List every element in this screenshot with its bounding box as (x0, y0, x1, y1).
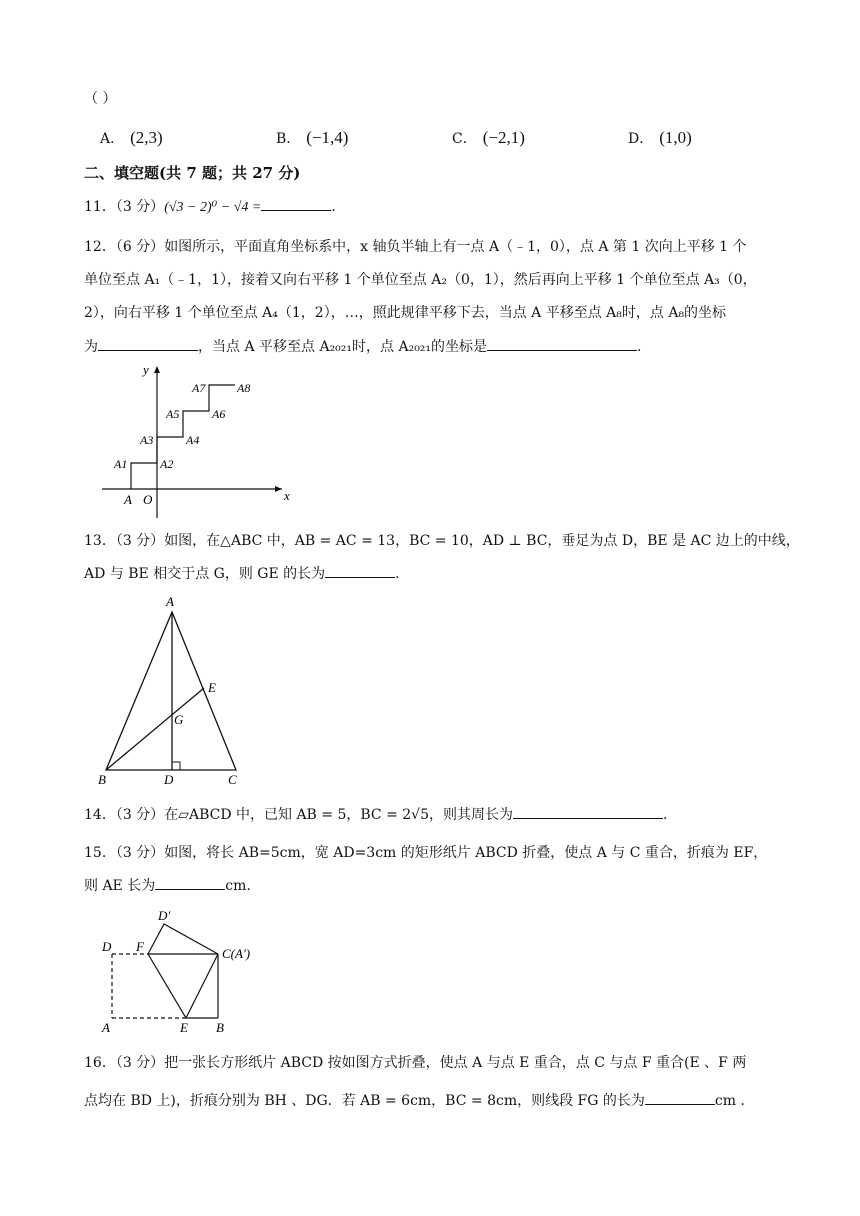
y-label: y (143, 362, 149, 377)
median-be (106, 688, 204, 770)
point-d-label: D (102, 939, 112, 954)
question-14: 14．（3 分）在▱ABCD 中，已知 AB = 5，BC = 2√5，则其周长为 . (84, 804, 667, 826)
vertex-a-label: A (166, 594, 174, 609)
point-a8-label: A8 (237, 381, 251, 395)
point-a4-label: A4 (186, 433, 200, 447)
q16-answer-blank[interactable] (645, 1090, 715, 1105)
question-15-line1: 15．（3 分）如图，将长 AB=5cm，宽 AD=3cm 的矩形纸片 ABCD 折叠，使点 A 与 C 重合，折痕为 EF， (84, 845, 768, 861)
question-13-line1: 13．（3 分）如图，在△ABC 中，AB = AC = 13，BC = 10，AD ⊥ BC，垂足为点 D，BE 是 AC 边上的中线， (84, 533, 800, 549)
vertex-b-label: B (98, 772, 106, 787)
point-a1-label: A1 (114, 457, 128, 471)
x-axis-arrow (275, 486, 282, 492)
option-d: D． (1,0) (628, 128, 692, 147)
edge-ec (186, 954, 218, 1018)
point-a7-label: A7 (192, 381, 206, 395)
q13-triangle-figure (96, 588, 256, 788)
question-15-line2: 则 AE 长为 cm. (84, 875, 251, 897)
question-12-line3: 2），向右平移 1 个单位至点 A₄（1，2），…，照此规律平移下去，当点 A 平移至点 A₈时，点 A₈的坐标 (84, 305, 727, 321)
q12-coordinate-figure (96, 362, 296, 522)
question-12-line2: 单位至点 A₁（﹣1，1），接着又向右平移 1 个单位至点 A₂（0，1），然后再向上平移 1 个单位至点 A₃（0， (84, 272, 757, 288)
point-a-label: A (102, 1020, 110, 1035)
right-angle-mark (172, 762, 180, 770)
answer-paren: （ ） (84, 91, 117, 107)
point-e-label: E (180, 1020, 188, 1035)
x-label: x (284, 488, 290, 503)
q14-answer-blank[interactable] (513, 804, 663, 819)
option-b: B． (−1,4) (276, 128, 349, 147)
question-12-line1: 12．（6 分）如图所示，平面直角坐标系中，x 轴负半轴上有一点 A（﹣1，0），点 A 第 1 次向上平移 1 个 (84, 239, 747, 255)
origin-label: O (143, 492, 153, 507)
q15-answer-blank[interactable] (155, 875, 225, 890)
point-a5-label: A5 (166, 407, 180, 421)
question-13-line2: AD 与 BE 相交于点 G，则 GE 的长为 . (84, 563, 400, 585)
q15-fold-figure (100, 904, 280, 1038)
y-axis-arrow (154, 366, 160, 373)
option-a: A． (2,3) (100, 128, 163, 147)
point-e-label: E (208, 680, 216, 695)
point-f-label: F (136, 939, 144, 954)
point-a-label: A (124, 492, 132, 507)
option-c: C． (−2,1) (452, 128, 525, 147)
vertex-c-label: C (228, 772, 237, 787)
q12-answer-blank-2[interactable] (487, 336, 637, 351)
question-12-line4: 为 ，当点 A 平移至点 A₂₀₂₁时，点 A₂₀₂₁的坐标是 . (84, 336, 641, 358)
folded-flap (148, 924, 218, 954)
question-16-line2: 点均在 BD 上)，折痕分别为 BH 、DG．若 AB = 6cm，BC = 8cm，则线段 FG 的长为 cm . (84, 1090, 745, 1112)
point-a6-label: A6 (212, 407, 226, 421)
point-d-label: D (164, 772, 174, 787)
q12-answer-blank-1[interactable] (98, 336, 198, 351)
point-g-label: G (174, 712, 184, 727)
point-a2-label: A2 (160, 457, 174, 471)
question-11: 11．（3 分）(√3 − 2)⁰ − √4 = . (84, 196, 336, 219)
q11-expression: (√3 − 2)⁰ − √4 = (164, 200, 262, 215)
q11-answer-blank[interactable] (261, 196, 331, 211)
q13-answer-blank[interactable] (325, 563, 395, 578)
point-b-label: B (216, 1020, 224, 1035)
point-d-prime-label: D′ (158, 908, 171, 923)
point-a3-label: A3 (140, 433, 154, 447)
crease-ef (148, 954, 186, 1018)
section-title: 二、填空题(共 7 题；共 27 分) (84, 164, 301, 182)
question-16-line1: 16．（3 分）把一张长方形纸片 ABCD 按如图方式折叠，使点 A 与点 E 重合，点 C 与点 F 重合(E 、F 两 (84, 1055, 747, 1071)
triangle-abc (106, 612, 236, 770)
point-c-label: C(A′) (222, 946, 251, 961)
